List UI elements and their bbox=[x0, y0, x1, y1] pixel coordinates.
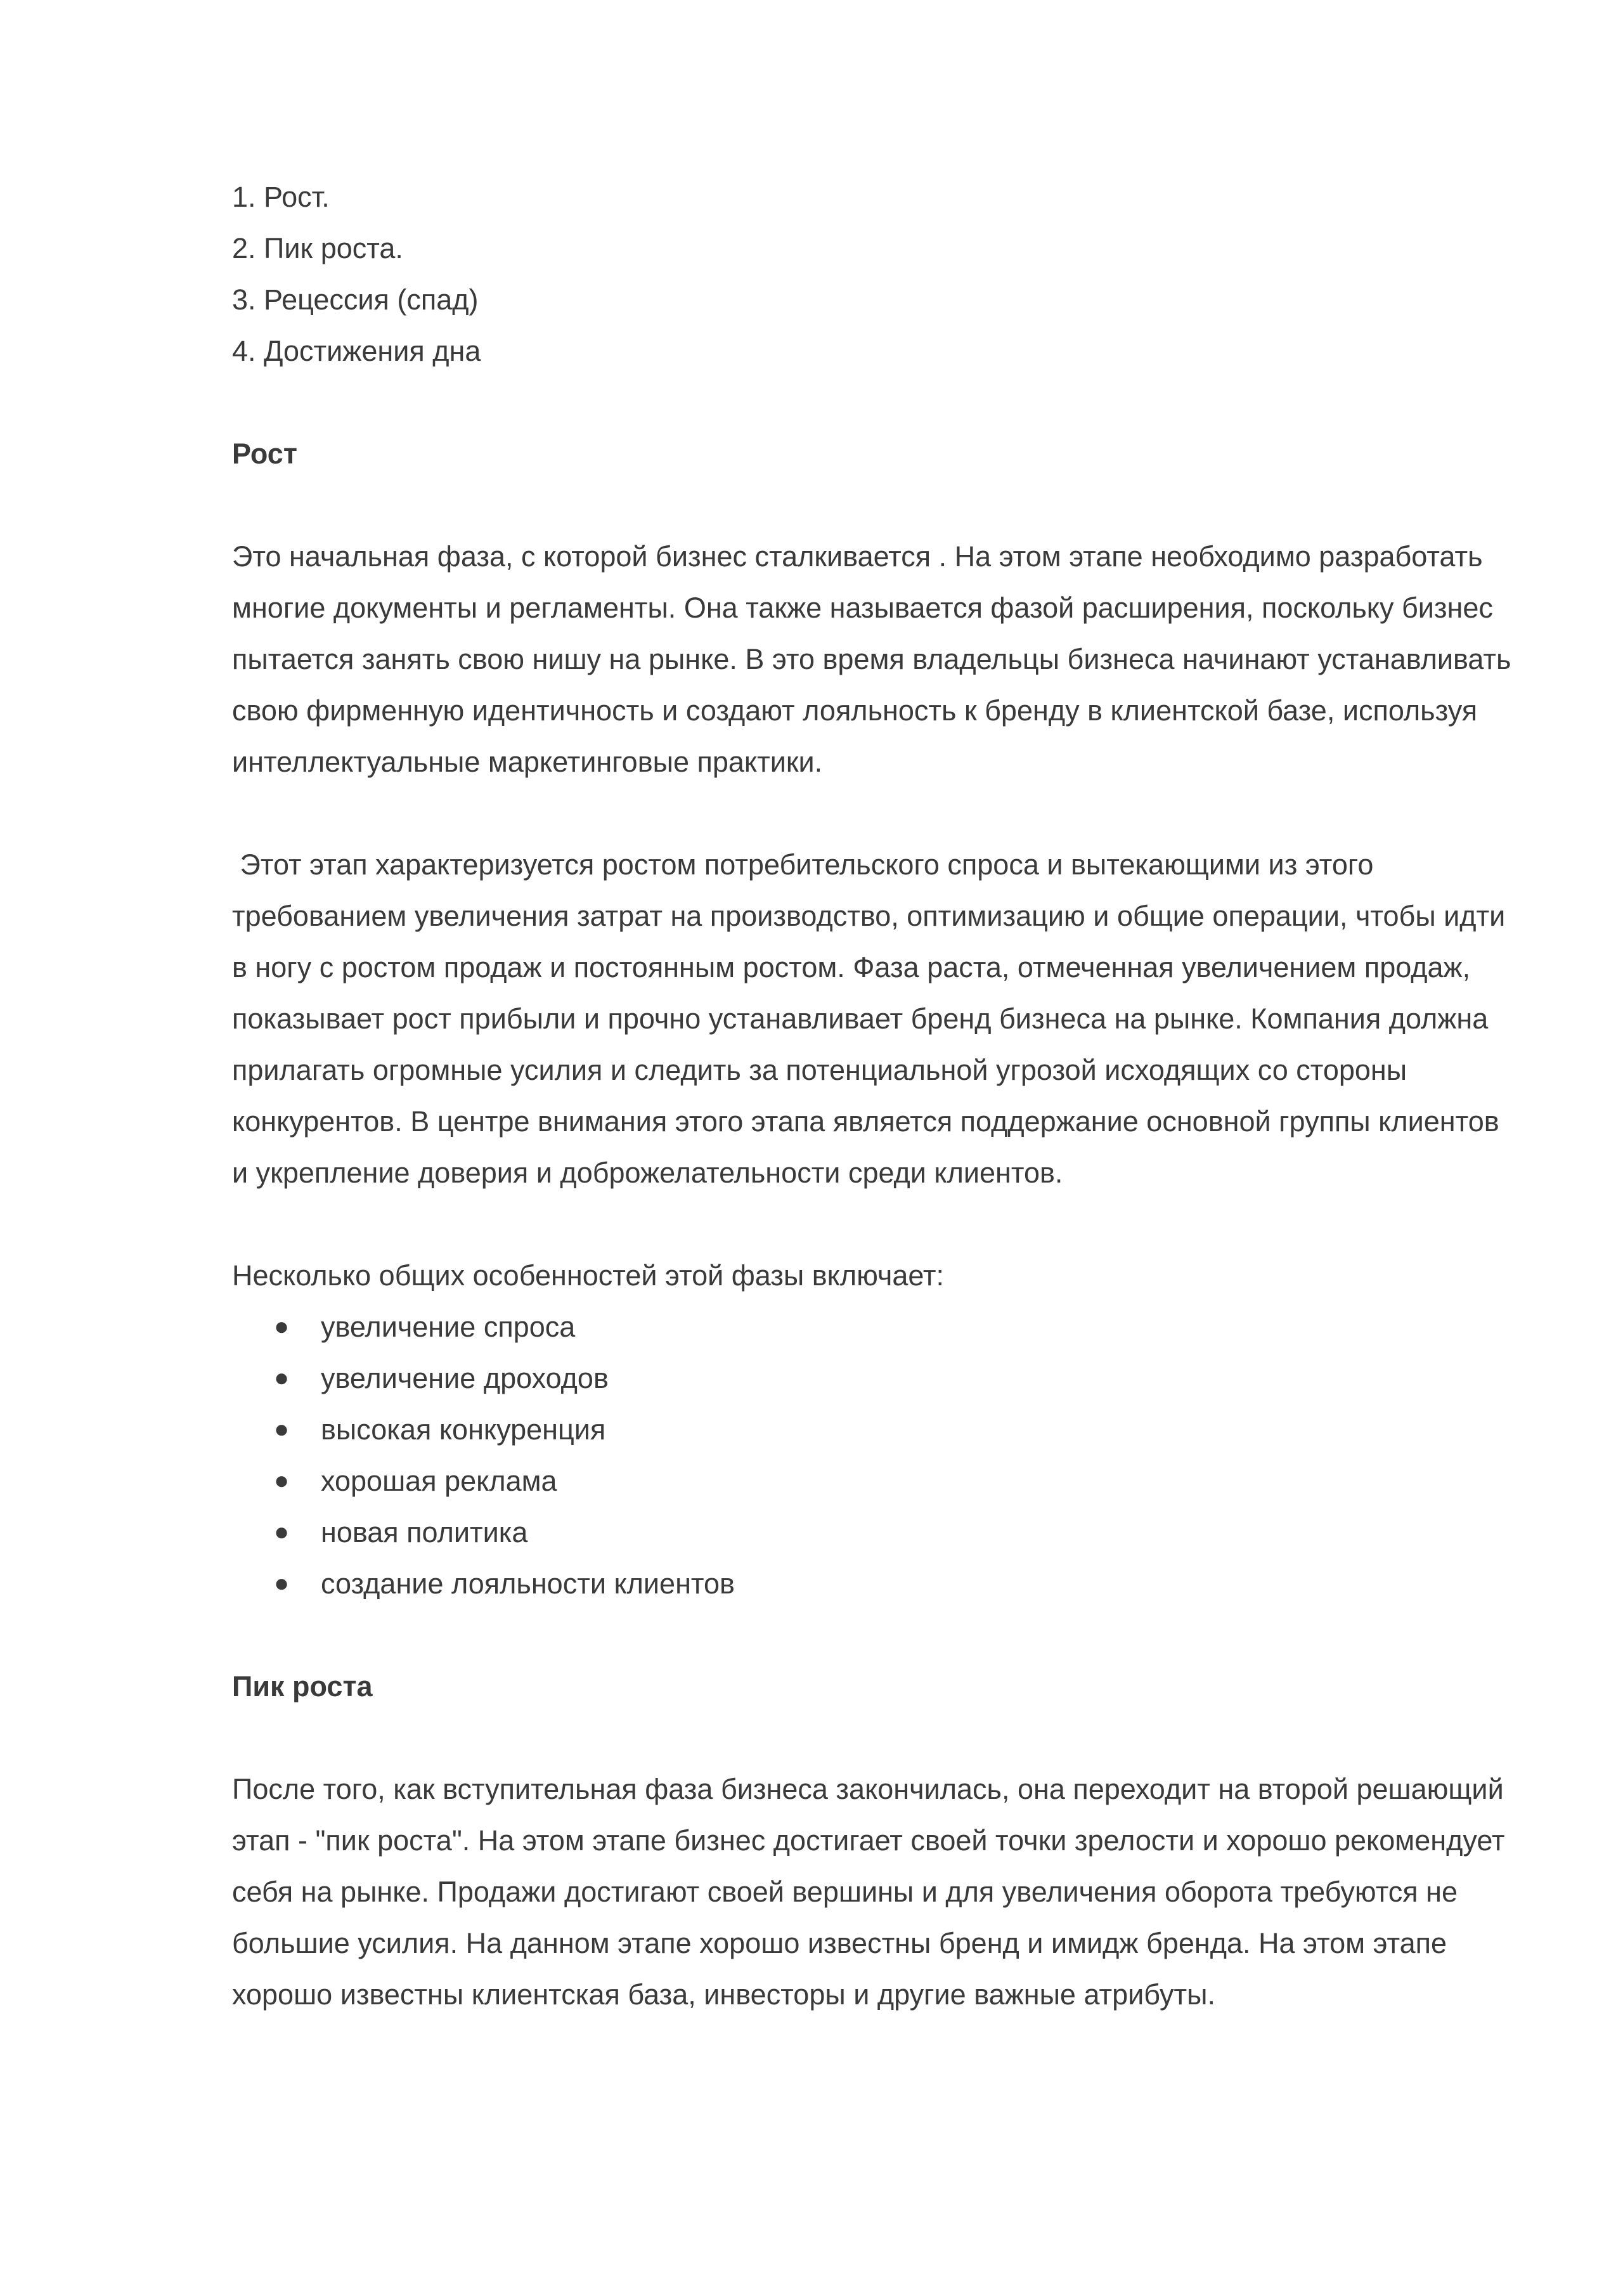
growth-paragraph-2: Этот этап характеризуется ростом потребительского спроса и вытекающими из этого требованием увеличения затрат на производство, оптимизацию и общие операции, чтобы идти в ногу с ростом продаж и постоянным ростом. Фаза раста, отмеченная увеличением продаж, показывает рост прибыли и прочно устанавливает бренд бизнеса на рынке. Компания должна прилагать огромные усилия и следить за потенциальной угрозой исходящих со стороны конкурентов. В центре внимания этого этапа является поддержание основной группы клиентов и укрепление доверия и доброжелательности среди клиентов. bbox=[232, 848, 1513, 1189]
numbered-list-item: 1. Рост. bbox=[232, 181, 330, 213]
numbered-list-item: 3. Рецессия (спад) bbox=[232, 283, 479, 316]
bullet-icon: ● bbox=[274, 1467, 290, 1495]
bullet-icon: ● bbox=[274, 1518, 290, 1546]
bullet-list-item bbox=[232, 1558, 1513, 1609]
bullet-text: хорошая реклама bbox=[321, 1465, 557, 1497]
bullet-list-item bbox=[232, 1301, 1513, 1352]
bullet-text: увеличение дроходов bbox=[321, 1362, 609, 1394]
bullet-list-item bbox=[232, 1455, 1513, 1507]
phases-numbered-list bbox=[232, 171, 1513, 377]
numbered-list-item: 2. Пик роста. bbox=[232, 232, 403, 264]
numbered-list-item: 4. Достижения дна bbox=[232, 335, 481, 367]
growth-features-intro: Несколько общих особенностей этой фазы включает: bbox=[232, 1259, 945, 1292]
growth-features-list bbox=[232, 1301, 1513, 1609]
bullet-text: новая политика bbox=[321, 1516, 528, 1548]
document-content bbox=[232, 171, 1513, 2020]
bullet-icon: ● bbox=[274, 1569, 290, 1597]
bullet-list-item bbox=[232, 1352, 1513, 1404]
bullet-icon: ● bbox=[274, 1364, 290, 1392]
bullet-icon: ● bbox=[274, 1313, 290, 1340]
bullet-list-item bbox=[232, 1404, 1513, 1455]
peak-paragraph-1: После того, как вступительная фаза бизнеса закончилась, она переходит на второй решающий этап - "пик роста". На этом этапе бизнес достигает своей точки зрелости и хорошо рекомендует себя на рынке. Продажи достигают своей вершины и для увеличения оборота требуются не большие усилия. На данном этапе хорошо известны бренд и имидж бренда. На этом этапе хорошо известны клиентская база, инвесторы и другие важные атрибуты. bbox=[232, 1773, 1505, 2011]
bullet-text: создание лояльности клиентов bbox=[321, 1567, 735, 1600]
bullet-list-item bbox=[232, 1507, 1513, 1558]
bullet-text: увеличение спроса bbox=[321, 1311, 576, 1343]
growth-heading: Рост bbox=[232, 438, 297, 470]
peak-heading: Пик роста bbox=[232, 1670, 373, 1703]
bullet-text: высокая конкуренция bbox=[321, 1413, 606, 1446]
growth-paragraph-1: Это начальная фаза, с которой бизнес сталкивается . На этом этапе необходимо разработать многие документы и регламенты. Она также называется фазой расширения, поскольку бизнес пытается занять свою нишу на рынке. В это время владельцы бизнеса начинают устанавливать свою фирменную идентичность и создают лояльность к бренду в клиентской базе, используя интеллектуальные маркетинговые практики. bbox=[232, 540, 1511, 778]
bullet-icon: ● bbox=[274, 1415, 290, 1443]
